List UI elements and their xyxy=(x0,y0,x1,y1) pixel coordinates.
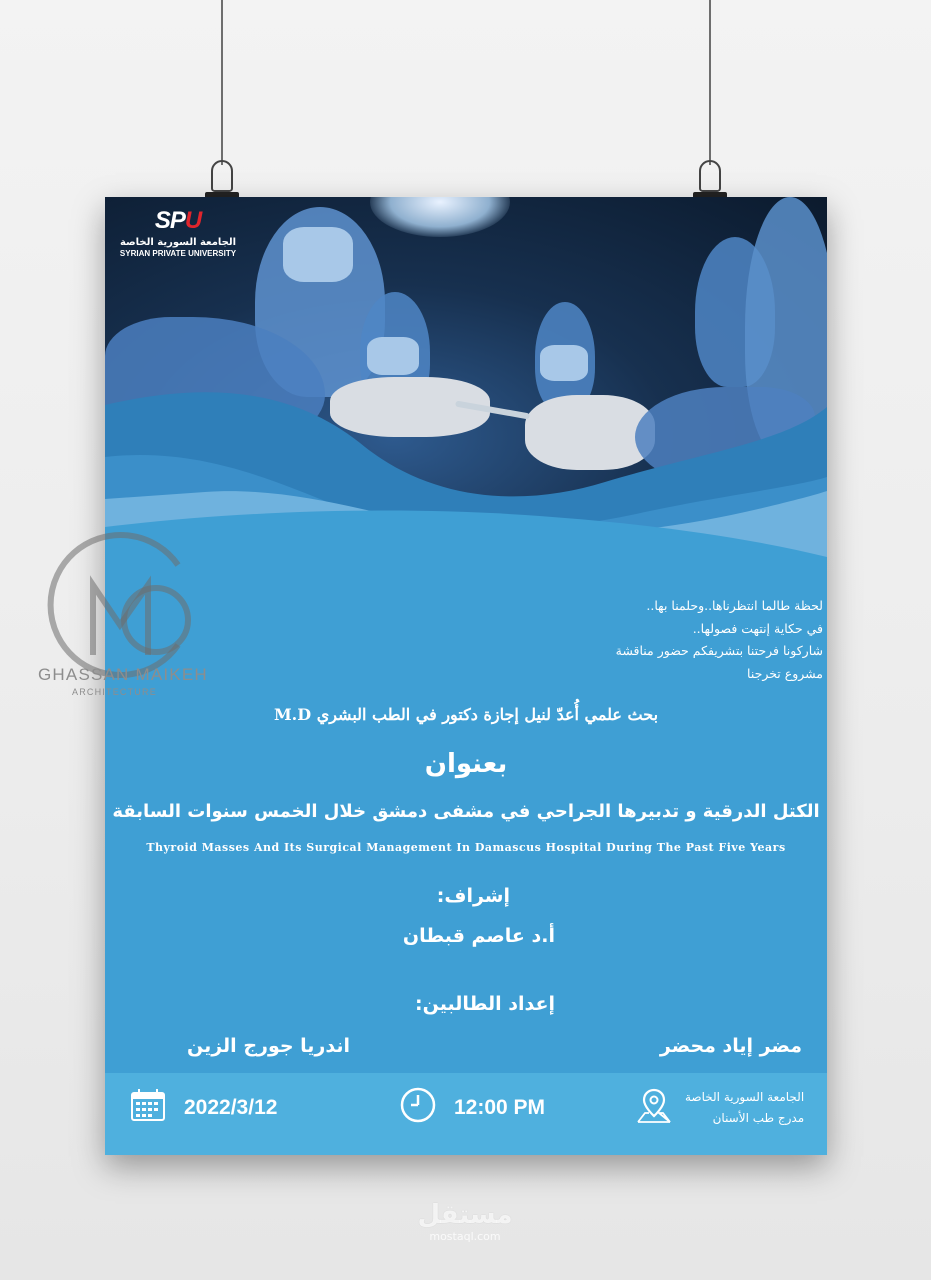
wave-decoration xyxy=(105,387,827,627)
intro-line: شاركونا فرحتنا بتشريفكم حضور مناقشة xyxy=(615,643,823,658)
surgeon-mask xyxy=(540,345,588,381)
mostaql-url: mostaql.com xyxy=(429,1230,501,1243)
hanging-wire-right xyxy=(709,0,711,165)
mostaql-name: مستقل xyxy=(417,1200,513,1230)
research-subject: بحث علمي أُعدّ لنيل إجازة دكتور في الطب البشري M.D xyxy=(273,705,659,724)
event-info-bar xyxy=(105,1073,827,1155)
map-pin-icon xyxy=(635,1087,673,1129)
surgeon-mask xyxy=(367,337,419,375)
clock-icon xyxy=(400,1087,436,1129)
poster xyxy=(105,197,827,1155)
title-heading: بعنوان xyxy=(424,749,508,779)
intro-line: لحظة طالما انتظرناها..وحلمنا بها.. xyxy=(646,598,823,613)
event-date xyxy=(130,1073,277,1143)
university-name-ar: الجامعة السورية الخاصة xyxy=(119,237,237,248)
surgical-lamp xyxy=(370,197,510,237)
watermark-sub: ARCHITECTURE xyxy=(72,687,157,697)
location-text xyxy=(685,1087,804,1129)
research-title-ar: الكتل الدرقية و تدبيرها الجراحي في مشفى دمشق خلال الخمس سنوات السابقة xyxy=(112,801,820,822)
research-title-en: Thyroid Masses And Its Surgical Management In Damascus Hospital During The Past Five Years xyxy=(146,841,786,854)
intro-line: مشروع تخرجنا xyxy=(747,665,823,681)
university-logo xyxy=(115,207,241,258)
event-time xyxy=(400,1073,545,1143)
time-text: 12:00 PM xyxy=(454,1096,546,1119)
watermark-name: GHASSAN MAIKEH xyxy=(38,665,208,684)
event-location xyxy=(635,1073,804,1143)
logo-mark: SPU xyxy=(154,207,202,234)
student-name: مضر إياد محضر xyxy=(659,1035,802,1057)
hanging-wire-left xyxy=(221,0,223,165)
university-name-en: SYRIAN PRIVATE UNIVERSITY xyxy=(119,249,237,258)
supervisor-name: أ.د عاصم قبطان xyxy=(402,925,555,947)
intro-line: في حكاية إنتهت فصولها.. xyxy=(692,620,823,636)
invitation-intro xyxy=(423,595,823,685)
calendar-icon xyxy=(130,1088,166,1128)
prepared-by-label: إعداد الطالبين: xyxy=(415,993,555,1015)
location-line: مدرج طب الأسنان xyxy=(712,1111,805,1125)
surgeon-mask xyxy=(283,227,353,282)
location-line: الجامعة السورية الخاصة xyxy=(685,1090,805,1104)
mostaql-watermark xyxy=(380,1200,550,1243)
supervision-label: إشراف: xyxy=(436,885,510,907)
student-name: اندريا جورج الزين xyxy=(187,1035,350,1057)
date-text: 2022/3/12 xyxy=(184,1096,278,1119)
